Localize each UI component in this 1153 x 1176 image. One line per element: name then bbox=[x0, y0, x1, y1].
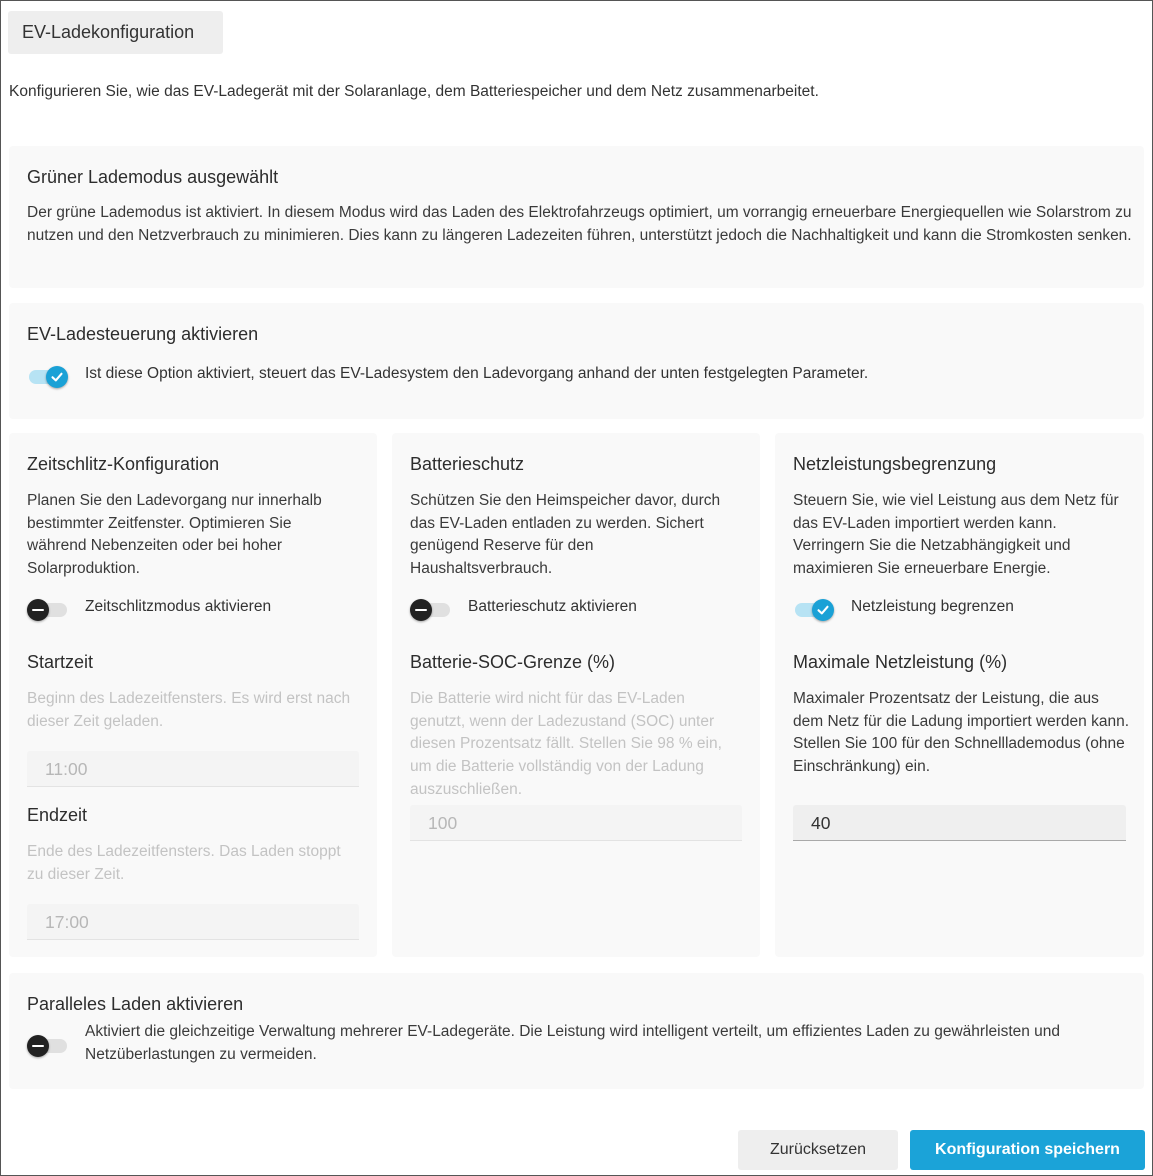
timeslot-title: Zeitschlitz-Konfiguration bbox=[27, 454, 220, 474]
green-mode-description: Der grüne Lademodus ist aktiviert. In diesem Modus wird das Laden des Elektrofahrzeugs optimiert, um vorrangig erneuerbare Energiequellen wie Solarstrom zu nutzen und den Netzverbrauch zu minimieren. Dies kann zu längeren Ladezeiten führen, unterstützt jedoch die Nachhaltigkeit und kann die Stromkosten senken. bbox=[27, 204, 1132, 244]
end-time-label: Endzeit bbox=[27, 805, 88, 825]
page-title-tab: EV-Ladekonfiguration bbox=[8, 11, 223, 54]
green-mode-title: Grüner Lademodus ausgewählt bbox=[27, 167, 279, 187]
green-mode-card bbox=[9, 146, 1144, 288]
max-grid-power-help: Maximaler Prozentsatz der Leistung, die aus dem Netz für die Ladung importiert werden kann. Stellen Sie 100 für den Schnelllademodus (ohne Einschränkung) ein. bbox=[793, 690, 1130, 776]
grid-toggle[interactable] bbox=[793, 597, 835, 623]
grid-description: Steuern Sie, wie viel Leistung aus dem Netz für das EV-Laden importiert werden kann. Verringern Sie die Netzabhängigkeit und maximieren Sie erneuerbare Energie. bbox=[793, 492, 1119, 578]
ev-control-toggle-label: Ist diese Option aktiviert, steuert das EV-Ladesystem den Ladevorgang anhand der unten festgelegten Parameter. bbox=[85, 365, 869, 382]
ev-control-toggle[interactable] bbox=[27, 364, 69, 390]
max-grid-power-input[interactable]: 40 bbox=[793, 805, 1126, 841]
start-time-label: Startzeit bbox=[27, 652, 94, 672]
start-time-input[interactable]: 11:00 bbox=[27, 751, 359, 787]
timeslot-description: Planen Sie den Ladevorgang nur innerhalb bestimmter Zeitfenster. Optimieren Sie während Nebenzeiten oder bei hoher Solarproduktion. bbox=[27, 492, 322, 578]
save-configuration-button[interactable]: Konfiguration speichern bbox=[910, 1130, 1145, 1170]
grid-title: Netzleistungsbegrenzung bbox=[793, 454, 997, 474]
minus-icon bbox=[27, 1035, 49, 1057]
parallel-title: Paralleles Laden aktivieren bbox=[27, 994, 244, 1014]
soc-limit-input[interactable]: 100 bbox=[410, 805, 742, 841]
battery-title: Batterieschutz bbox=[410, 454, 525, 474]
battery-description: Schützen Sie den Heimspeicher davor, durch das EV-Laden entladen zu werden. Sichert genügend Reserve für den Haushaltsverbrauch. bbox=[410, 492, 721, 578]
end-time-help: Ende des Ladezeitfensters. Das Laden stoppt zu dieser Zeit. bbox=[27, 843, 341, 883]
timeslot-card bbox=[9, 433, 377, 957]
start-time-help: Beginn des Ladezeitfensters. Es wird erst nach dieser Zeit geladen. bbox=[27, 690, 351, 730]
ev-control-card bbox=[9, 303, 1144, 419]
parallel-toggle-label: Aktiviert die gleichzeitige Verwaltung mehrerer EV-Ladegeräte. Die Leistung wird intelligent verteilt, um effizientes Laden zu gewährleisten und Netzüberlastungen zu vermeiden. bbox=[85, 1023, 1061, 1063]
timeslot-toggle-label: Zeitschlitzmodus aktivieren bbox=[85, 598, 272, 615]
check-icon bbox=[46, 366, 68, 388]
page-intro: Konfigurieren Sie, wie das EV-Ladegerät mit der Solaranlage, dem Batteriespeicher und dem Netz zusammenarbeitet. bbox=[9, 83, 819, 100]
battery-toggle[interactable] bbox=[410, 597, 452, 623]
grid-toggle-label: Netzleistung begrenzen bbox=[851, 598, 1014, 615]
soc-limit-help: Die Batterie wird nicht für das EV-Laden genutzt, wenn der Ladezustand (SOC) unter diesen Prozentsatz fällt. Stellen Sie 98 % ein, um die Batterie vollständig von der Ladung auszuschließen. bbox=[410, 690, 722, 798]
end-time-input[interactable]: 17:00 bbox=[27, 904, 359, 940]
ev-control-title: EV-Ladesteuerung aktivieren bbox=[27, 324, 259, 344]
minus-icon bbox=[410, 599, 432, 621]
parallel-card bbox=[9, 973, 1144, 1089]
battery-toggle-label: Batterieschutz aktivieren bbox=[468, 598, 637, 615]
timeslot-toggle[interactable] bbox=[27, 597, 69, 623]
check-icon bbox=[812, 599, 834, 621]
grid-card bbox=[775, 433, 1144, 957]
minus-icon bbox=[27, 599, 49, 621]
reset-button[interactable]: Zurücksetzen bbox=[738, 1130, 898, 1170]
max-grid-power-label: Maximale Netzleistung (%) bbox=[793, 652, 1008, 672]
soc-limit-label: Batterie-SOC-Grenze (%) bbox=[410, 652, 616, 672]
battery-card bbox=[392, 433, 760, 957]
parallel-toggle[interactable] bbox=[27, 1033, 69, 1059]
